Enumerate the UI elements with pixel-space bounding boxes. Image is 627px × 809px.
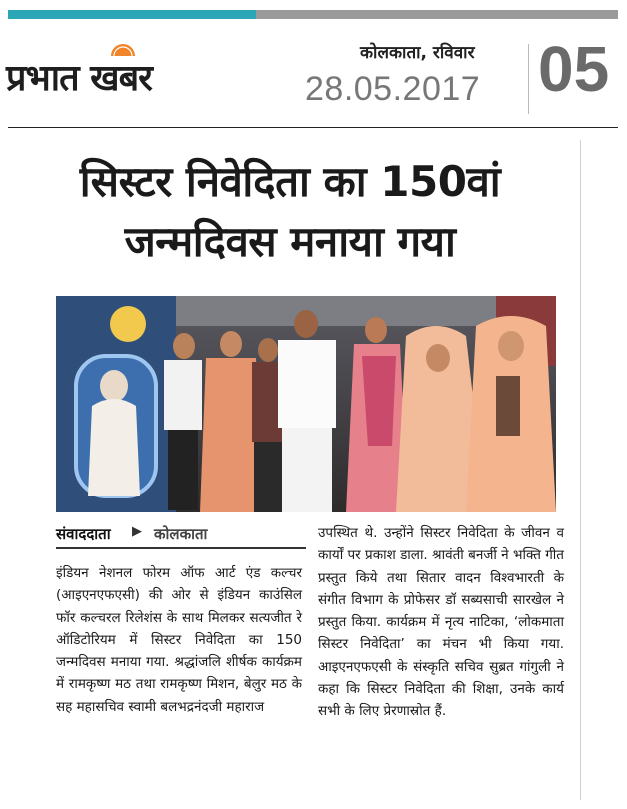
article-headline	[10, 152, 570, 272]
headline-line-1: सिस्टर निवेदिता का 150वां	[79, 157, 501, 206]
byline-source: संवाददाता	[56, 525, 111, 543]
byline-location: कोलकाता	[154, 525, 208, 543]
page-number: 05	[538, 33, 610, 105]
byline-rule	[56, 547, 306, 549]
article-photo	[56, 296, 556, 512]
triangle-right-icon: ▶	[132, 524, 142, 539]
issue-date: 28.05.2017	[305, 70, 481, 108]
masthead-rule	[8, 127, 618, 128]
newspaper-logo	[6, 42, 246, 108]
news-photo-image	[56, 296, 556, 512]
byline	[56, 520, 306, 548]
masthead-divider	[528, 44, 529, 114]
city-day: कोलकाता, रविवार	[360, 43, 475, 63]
headline-line-2: जन्मदिवस मनाया गया	[124, 217, 456, 266]
teal-bar-segment	[8, 10, 256, 19]
gray-bar-segment	[256, 10, 618, 19]
masthead-color-bar	[8, 10, 618, 19]
column-divider	[580, 140, 581, 800]
article-column-2: उपस्थित थे. उन्होंने सिस्टर निवेदिता के जीवन व कार्यों पर प्रकाश डाला. श्रावंती बनर्जी ने भक्ति गीत प्रस्तुत किये तथा सितार वादन विश्वभारती के संगीत विभाग के प्रोफेसर डॉ सब्यसाची सारखेल ने प्रस्तुत किया. कार्यक्रम में नृत्य नाटिका, ‘लोकमाता सिस्टर निवेदिता’ का मंचन भी किया गया. आइएनएफएसी के संस्कृति सचिव सुब्रत गांगुली ने कहा कि सिस्टर निवेदिता की शिक्षा, उनके कार्य सभी के लिए प्रेरणास्रोत हैं.	[318, 525, 564, 720]
article-column-1: इंडियन नेशनल फोरम ऑफ आर्ट एंड कल्चर (आइएनएफएसी) की ओर से इंडियन काउंसिल फॉर कल्चरल रिलेशंस के साथ मिलकर सत्यजीत रे ऑडिटोरियम में सिस्टर निवेदिता का 150 जन्मदिवस मनाया गया. श्रद्धांजलि शीर्षक कार्यक्रम में रामकृष्ण मठ तथा रामकृष्ण मिशन, बेलुर मठ के सह महासचिव स्वामी बलभद्रनंदजी महाराज	[56, 565, 302, 715]
logo-text: प्रभात खबर	[6, 58, 152, 99]
